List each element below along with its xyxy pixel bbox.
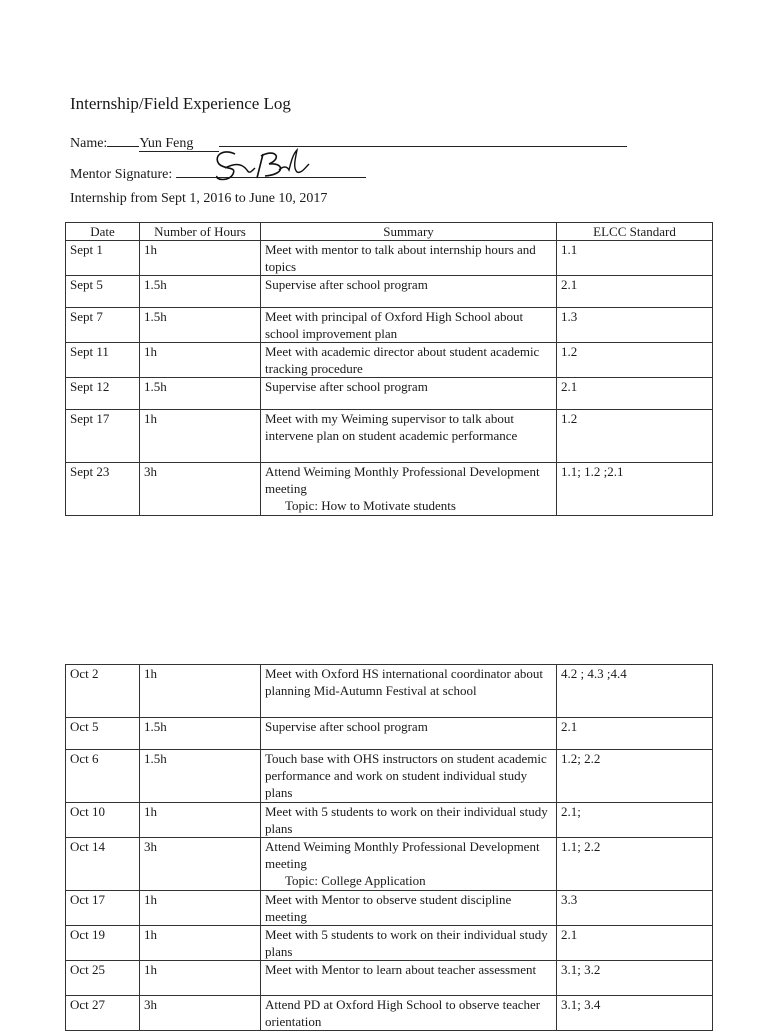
hours-cell: 1.5h	[140, 276, 261, 308]
date-cell: Sept 17	[66, 410, 140, 463]
summary-cell	[261, 838, 557, 891]
col-date-header: Date	[66, 223, 140, 241]
summary-cell: Meet with mentor to talk about internship hours and topics	[261, 241, 557, 276]
summary-topic: Topic: College Application	[285, 873, 426, 888]
elcc-cell: 2.1	[557, 378, 713, 410]
col-summary-header: Summary	[261, 223, 557, 241]
summary-cell: Supervise after school program	[261, 276, 557, 308]
table-row	[66, 343, 713, 378]
internship-period: Internship from Sept 1, 2016 to June 10, 2017	[70, 191, 328, 206]
table-row	[66, 996, 713, 1031]
log-title: Internship/Field Experience Log	[70, 94, 291, 113]
elcc-cell: 3.1; 3.2	[557, 961, 713, 996]
elcc-cell: 1.1	[557, 241, 713, 276]
date-cell: Oct 2	[66, 665, 140, 718]
summary-text: Attend Weiming Monthly Professional Development meeting	[265, 839, 540, 871]
elcc-cell: 2.1	[557, 718, 713, 750]
name-line	[70, 131, 627, 152]
table-row	[66, 463, 713, 516]
date-cell: Oct 10	[66, 803, 140, 838]
table-row	[66, 308, 713, 343]
table-row	[66, 276, 713, 308]
hours-cell: 1h	[140, 665, 261, 718]
name-value: Yun Feng	[139, 136, 194, 151]
hours-cell: 3h	[140, 996, 261, 1031]
elcc-cell: 1.2	[557, 343, 713, 378]
elcc-cell: 3.3	[557, 891, 713, 926]
date-cell: Sept 11	[66, 343, 140, 378]
summary-cell: Touch base with OHS instructors on student academic performance and work on student individual study plans	[261, 750, 557, 803]
date-cell: Sept 7	[66, 308, 140, 343]
date-cell: Oct 14	[66, 838, 140, 891]
summary-cell: Meet with 5 students to work on their individual study plans	[261, 926, 557, 961]
hours-cell: 1.5h	[140, 718, 261, 750]
summary-cell: Meet with Oxford HS international coordinator about planning Mid-Autumn Festival at school	[261, 665, 557, 718]
summary-cell: Meet with my Weiming supervisor to talk about intervene plan on student academic performance	[261, 410, 557, 463]
hours-cell: 1h	[140, 926, 261, 961]
date-cell: Sept 5	[66, 276, 140, 308]
summary-cell: Attend PD at Oxford High School to observe teacher orientation	[261, 996, 557, 1031]
table-row	[66, 838, 713, 891]
summary-topic: Topic: How to Motivate students	[285, 498, 456, 513]
summary-cell	[261, 463, 557, 516]
name-label: Name:	[70, 136, 108, 151]
table-row	[66, 665, 713, 718]
hours-cell: 1.5h	[140, 308, 261, 343]
table-row	[66, 961, 713, 996]
mentor-signature-image	[205, 140, 315, 185]
summary-cell: Meet with Mentor to observe student discipline meeting	[261, 891, 557, 926]
elcc-cell: 3.1; 3.4	[557, 996, 713, 1031]
summary-cell: Supervise after school program	[261, 378, 557, 410]
date-cell: Sept 1	[66, 241, 140, 276]
table-row	[66, 241, 713, 276]
summary-cell: Meet with principal of Oxford High School about school improvement plan	[261, 308, 557, 343]
log-table-page2	[65, 664, 713, 1031]
hours-cell: 1.5h	[140, 378, 261, 410]
elcc-cell: 1.2; 2.2	[557, 750, 713, 803]
table-header-row	[66, 223, 713, 241]
hours-cell: 1h	[140, 410, 261, 463]
table-row	[66, 891, 713, 926]
table-row	[66, 378, 713, 410]
col-hours-header: Number of Hours	[140, 223, 261, 241]
summary-text: Attend Weiming Monthly Professional Development meeting	[265, 464, 540, 496]
elcc-cell: 4.2 ; 4.3 ;4.4	[557, 665, 713, 718]
hours-cell: 1.5h	[140, 750, 261, 803]
table-row	[66, 718, 713, 750]
elcc-cell: 2.1	[557, 926, 713, 961]
hours-cell: 3h	[140, 463, 261, 516]
summary-cell: Meet with academic director about student academic tracking procedure	[261, 343, 557, 378]
elcc-cell: 1.1; 1.2 ;2.1	[557, 463, 713, 516]
date-cell: Oct 27	[66, 996, 140, 1031]
elcc-cell: 1.1; 2.2	[557, 838, 713, 891]
date-cell: Oct 5	[66, 718, 140, 750]
hours-cell: 1h	[140, 241, 261, 276]
elcc-cell: 2.1	[557, 276, 713, 308]
date-cell: Sept 23	[66, 463, 140, 516]
date-cell: Oct 25	[66, 961, 140, 996]
date-cell: Oct 6	[66, 750, 140, 803]
hours-cell: 3h	[140, 838, 261, 891]
hours-cell: 1h	[140, 803, 261, 838]
date-cell: Oct 19	[66, 926, 140, 961]
date-cell: Sept 12	[66, 378, 140, 410]
date-cell: Oct 17	[66, 891, 140, 926]
hours-cell: 1h	[140, 961, 261, 996]
table-row	[66, 926, 713, 961]
summary-cell: Supervise after school program	[261, 718, 557, 750]
table-row	[66, 750, 713, 803]
summary-cell: Meet with Mentor to learn about teacher assessment	[261, 961, 557, 996]
elcc-cell: 1.3	[557, 308, 713, 343]
mentor-signature-label: Mentor Signature:	[70, 167, 173, 182]
table-row	[66, 803, 713, 838]
hours-cell: 1h	[140, 891, 261, 926]
col-elcc-header: ELCC Standard	[557, 223, 713, 241]
elcc-cell: 2.1;	[557, 803, 713, 838]
hours-cell: 1h	[140, 343, 261, 378]
table-row	[66, 410, 713, 463]
elcc-cell: 1.2	[557, 410, 713, 463]
log-table-page1	[65, 222, 713, 516]
summary-cell: Meet with 5 students to work on their individual study plans	[261, 803, 557, 838]
